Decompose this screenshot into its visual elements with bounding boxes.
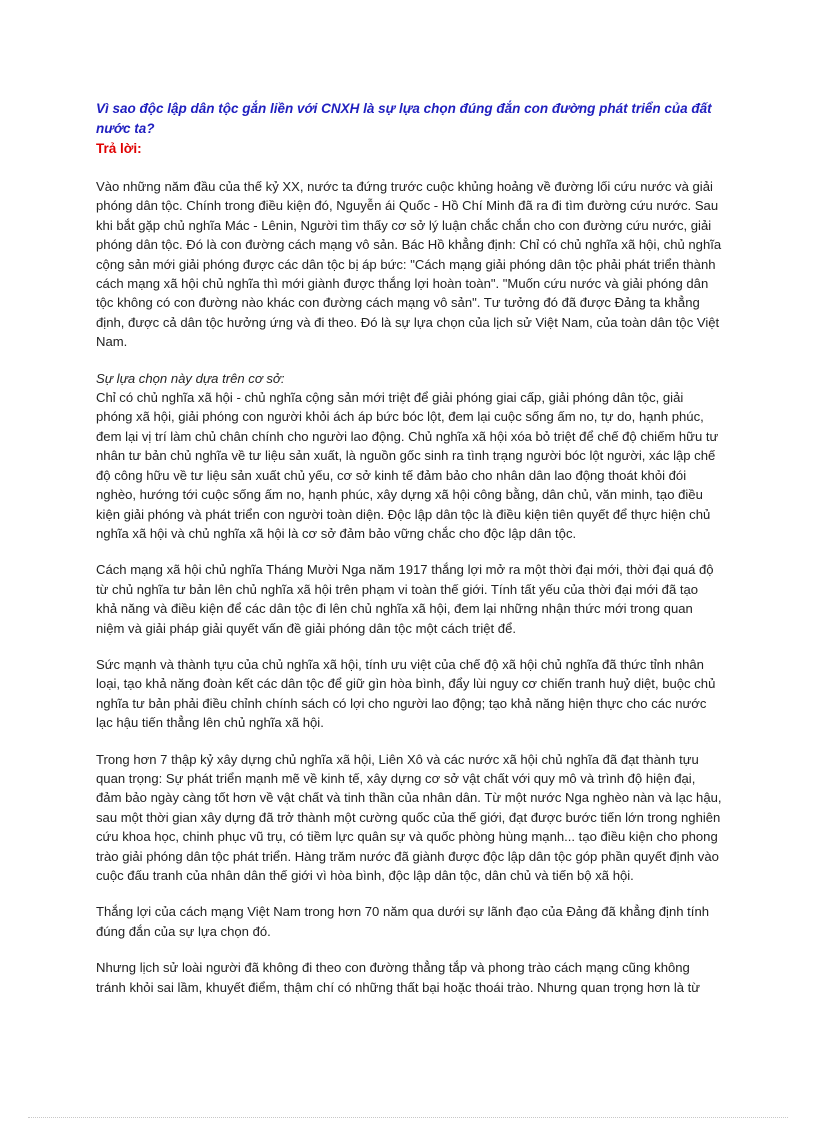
document-page <box>96 99 722 997</box>
spacer <box>96 733 722 750</box>
question-heading: Vì sao độc lập dân tộc gắn liền với CNXH là sự lựa chọn đúng đắn con đường phát triển của đất nước ta? <box>96 101 712 136</box>
paragraph-intro: Vào những năm đầu của thế kỷ XX, nước ta đứng trước cuộc khủng hoảng về đường lối cứu nước và giải phóng dân tộc. Chính trong điều kiện đó, Nguyễn ái Quốc - Hồ Chí Minh đã ra đi tìm đường cứu nước. Sau khi bắt gặp chủ nghĩa Mác - Lênin, Người tìm thấy cơ sở lý luận chắc chắn cho con đường cứu nước, giải phóng dân tộc. Đó là con đường cách mạng vô sản. Bác Hồ khẳng định: Chỉ có chủ nghĩa xã hội, chủ nghĩa cộng sản mới giải phóng được các dân tộc bị áp bức: "Cách mạng giải phóng dân tộc phải phát triển thành cách mạng xã hội chủ nghĩa thì mới giành được thắng lợi hoàn toàn". "Muốn cứu nước và giải phóng dân tộc không có con đường nào khác con đường cách mạng vô sản". Tư tưởng đó đã được Đảng ta khẳng định, được cả dân tộc hưởng ứng và đi theo. Đó là sự lựa chọn của lịch sử Việt Nam, của toàn dân tộc Việt Nam. <box>96 179 722 350</box>
paragraph-history-path: Nhưng lịch sử loài người đã không đi theo con đường thẳng tắp và phong trào cách mạng cũng không tránh khỏi sai lầm, khuyết điểm, thậm chí có những thất bại hoặc thoái trào. Nhưng quan trọng hơn là từ <box>96 960 701 995</box>
spacer <box>96 941 722 958</box>
answer-label: Trả lời: <box>96 141 142 156</box>
paragraph-october-revolution: Cách mạng xã hội chủ nghĩa Tháng Mười Nga năm 1917 thắng lợi mở ra một thời đại mới, thời đại quá độ từ chủ nghĩa tư bản lên chủ nghĩa xã hội trên phạm vi toàn thế giới. Tính tất yếu của thời đại mới đã tạo khả năng và điều kiện để các dân tộc đi lên chủ nghĩa xã hội, đem lại những nhận thức mới trong quan niệm và giải pháp giải quyết vấn đề giải phóng dân tộc một cách triệt để. <box>96 562 714 636</box>
paragraph-soviet-decades: Trong hơn 7 thập kỷ xây dựng chủ nghĩa xã hội, Liên Xô và các nước xã hội chủ nghĩa đã đạt thành tựu quan trọng: Sự phát triển mạnh mẽ về kinh tế, xây dựng cơ sở vật chất với quy mô và trình độ hiện đại, đảm bảo ngày càng tốt hơn về vật chất và tinh thần của nhân dân. Từ một nước Nga nghèo nàn và lạc hậu, sau một thời gian xây dựng đã trở thành một cường quốc của thế giới, đạt được bước tiến lớn trong nghiên cứu khoa học, chinh phục vũ trụ, có tiềm lực quân sự và quốc phòng hùng mạnh... tạo điều kiện cho phong trào giải phóng dân tộc phát triển. Hàng trăm nước đã giành được độc lập dân tộc góp phần quyết định vào cuộc đấu tranh của nhân dân thế giới vì hòa bình, độc lập dân tộc, dân chủ và tiến bộ xã hội. <box>96 751 722 883</box>
paragraph-socialism-liberation: Chỉ có chủ nghĩa xã hội - chủ nghĩa cộng sản mới triệt để giải phóng giai cấp, giải phóng dân tộc, giải phóng xã hội, giải phóng con người khỏi ách áp bức bóc lột, đem lại cuộc sống ấm no, tự do, hạnh phúc, đem lại vị trí làm chủ chân chính cho người lao động. Chủ nghĩa xã hội xóa bỏ triệt để chế độ chiếm hữu tư nhân tư bản chủ nghĩa về tư liệu sản xuất, là nguồn gốc sinh ra tình trạng người bóc lột người, xác lập chế độ công hữu về tư liệu sản xuất chủ yếu, cơ sở kinh tế đảm bảo cho nhân dân lao động thoát khỏi đói nghèo, hướng tới cuộc sống ấm no, hạnh phúc, xây dựng xã hội công bằng, dân chủ, văn minh, tạo điều kiện giải phóng và phát triển con người toàn diện. Độc lập dân tộc là điều kiện tiên quyết để thực hiện chủ nghĩa xã hội và chủ nghĩa xã hội là cơ sở đảm bảo vững chắc cho độc lập dân tộc. <box>96 390 719 541</box>
basis-heading: Sự lựa chọn này dựa trên cơ sở: <box>96 370 285 386</box>
paragraph-strength-achievements: Sức mạnh và thành tựu của chủ nghĩa xã hội, tính ưu việt của chế độ xã hội chủ nghĩa đã thức tỉnh nhân loại, tạo khả năng đoàn kết các dân tộc để giữ gìn hòa bình, đẩy lùi nguy cơ chiến tranh huỷ diệt, buộc chủ nghĩa tư bản phải điều chỉnh chính sách có lợi cho người lao động; tạo khả năng hiện thực cho các nước lạc hậu tiến thẳng lên chủ nghĩa xã hội. <box>96 656 716 731</box>
paragraph-vietnam-victory: Thắng lợi của cách mạng Việt Nam trong hơn 70 năm qua dưới sự lãnh đạo của Đảng đã khẳng định tính đúng đắn của sự lựa chọn đó. <box>96 904 710 939</box>
spacer <box>96 159 722 177</box>
spacer <box>96 543 722 560</box>
page-bottom-border <box>28 1117 788 1118</box>
spacer <box>96 352 722 369</box>
spacer <box>96 638 722 655</box>
spacer <box>96 885 722 902</box>
